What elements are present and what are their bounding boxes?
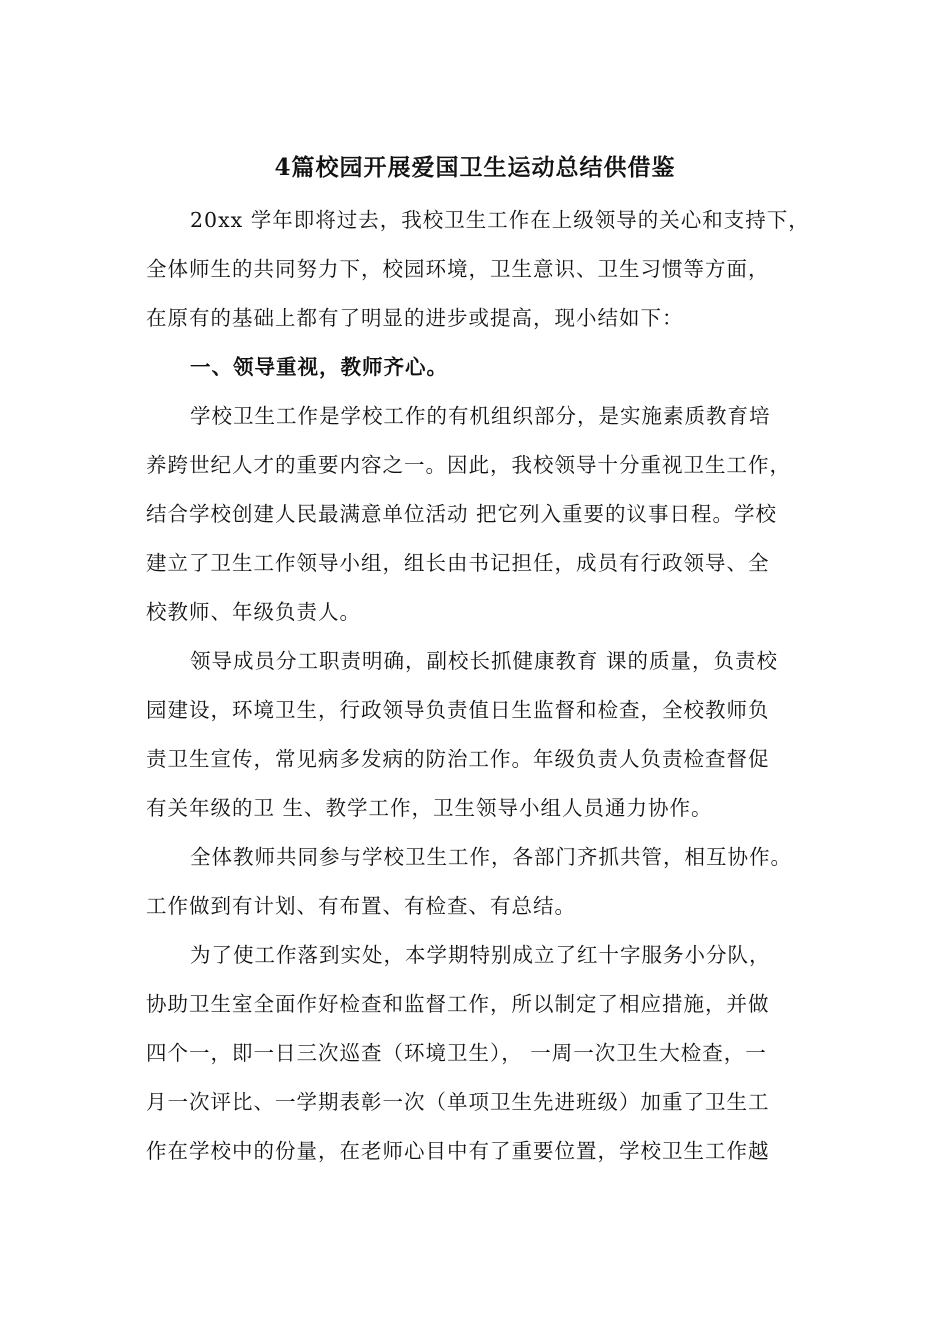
paragraph-red-cross-team <box>146 931 816 1176</box>
text-line: 养跨世纪人才的重要内容之一。因此，我校领导十分重视卫生工作， <box>146 453 791 477</box>
text-line: 为了使工作落到实处，本学期特别成立了红十字服务小分队， <box>190 943 771 967</box>
paragraph-teachers <box>146 833 816 931</box>
text-line: 四个一，即一日三次巡查（环境卫生）， 一周一次卫生大检查，一 <box>146 1041 767 1065</box>
text-line: 作在学校中的份量，在老师心目中有了重要位置，学校卫生工作越 <box>146 1139 770 1163</box>
section-heading <box>146 343 816 392</box>
text-line: 校教师、年级负责人。 <box>146 600 361 624</box>
text-line: 协助卫生室全面作好检查和监督工作，所以制定了相应措施，并做 <box>146 992 770 1016</box>
heading-line: 一、领导重视，教师齐心。 <box>190 355 448 379</box>
text-line: 工作做到有计划、有布置、有检查、有总结。 <box>146 894 576 918</box>
paragraph-intro <box>146 196 816 343</box>
paragraph-leadership <box>146 392 816 637</box>
text-line: 领导成员分工职责明确，副校长抓健康教育 课的质量，负责校 <box>190 649 779 673</box>
paragraph-responsibilities <box>146 637 816 833</box>
text-line: 在原有的基础上都有了明显的进步或提高，现小结如下： <box>146 306 684 330</box>
text-line: 全体师生的共同努力下，校园环境，卫生意识、卫生习惯等方面， <box>146 257 770 281</box>
text-line: 有关年级的卫 生、教学工作，卫生领导小组人员通力协作。 <box>146 796 713 820</box>
text-line: 结合学校创建人民最满意单位活动 把它列入重要的议事日程。学校 <box>146 502 778 526</box>
document-title: 4篇校园开展爱国卫生运动总结供借鉴 <box>274 154 676 181</box>
text-line: 建立了卫生工作领导小组，组长由书记担任，成员有行政领导、全 <box>146 551 770 575</box>
document-body <box>146 196 816 1176</box>
text-line: 月一次评比、一学期表彰一次（单项卫生先进班级）加重了卫生工 <box>146 1090 770 1114</box>
text-line: 20xx 学年即将过去，我校卫生工作在上级领导的关心和支持下， <box>190 208 810 232</box>
text-line: 园建设，环境卫生，行政领导负责值日生监督和检查，全校教师负 <box>146 698 770 722</box>
text-line: 责卫生宣传，常见病多发病的防治工作。年级负责人负责检查督促 <box>146 747 770 771</box>
text-line: 学校卫生工作是学校工作的有机组织部分，是实施素质教育培 <box>190 404 771 428</box>
text-line: 全体教师共同参与学校卫生工作，各部门齐抓共管，相互协作。 <box>190 845 792 869</box>
